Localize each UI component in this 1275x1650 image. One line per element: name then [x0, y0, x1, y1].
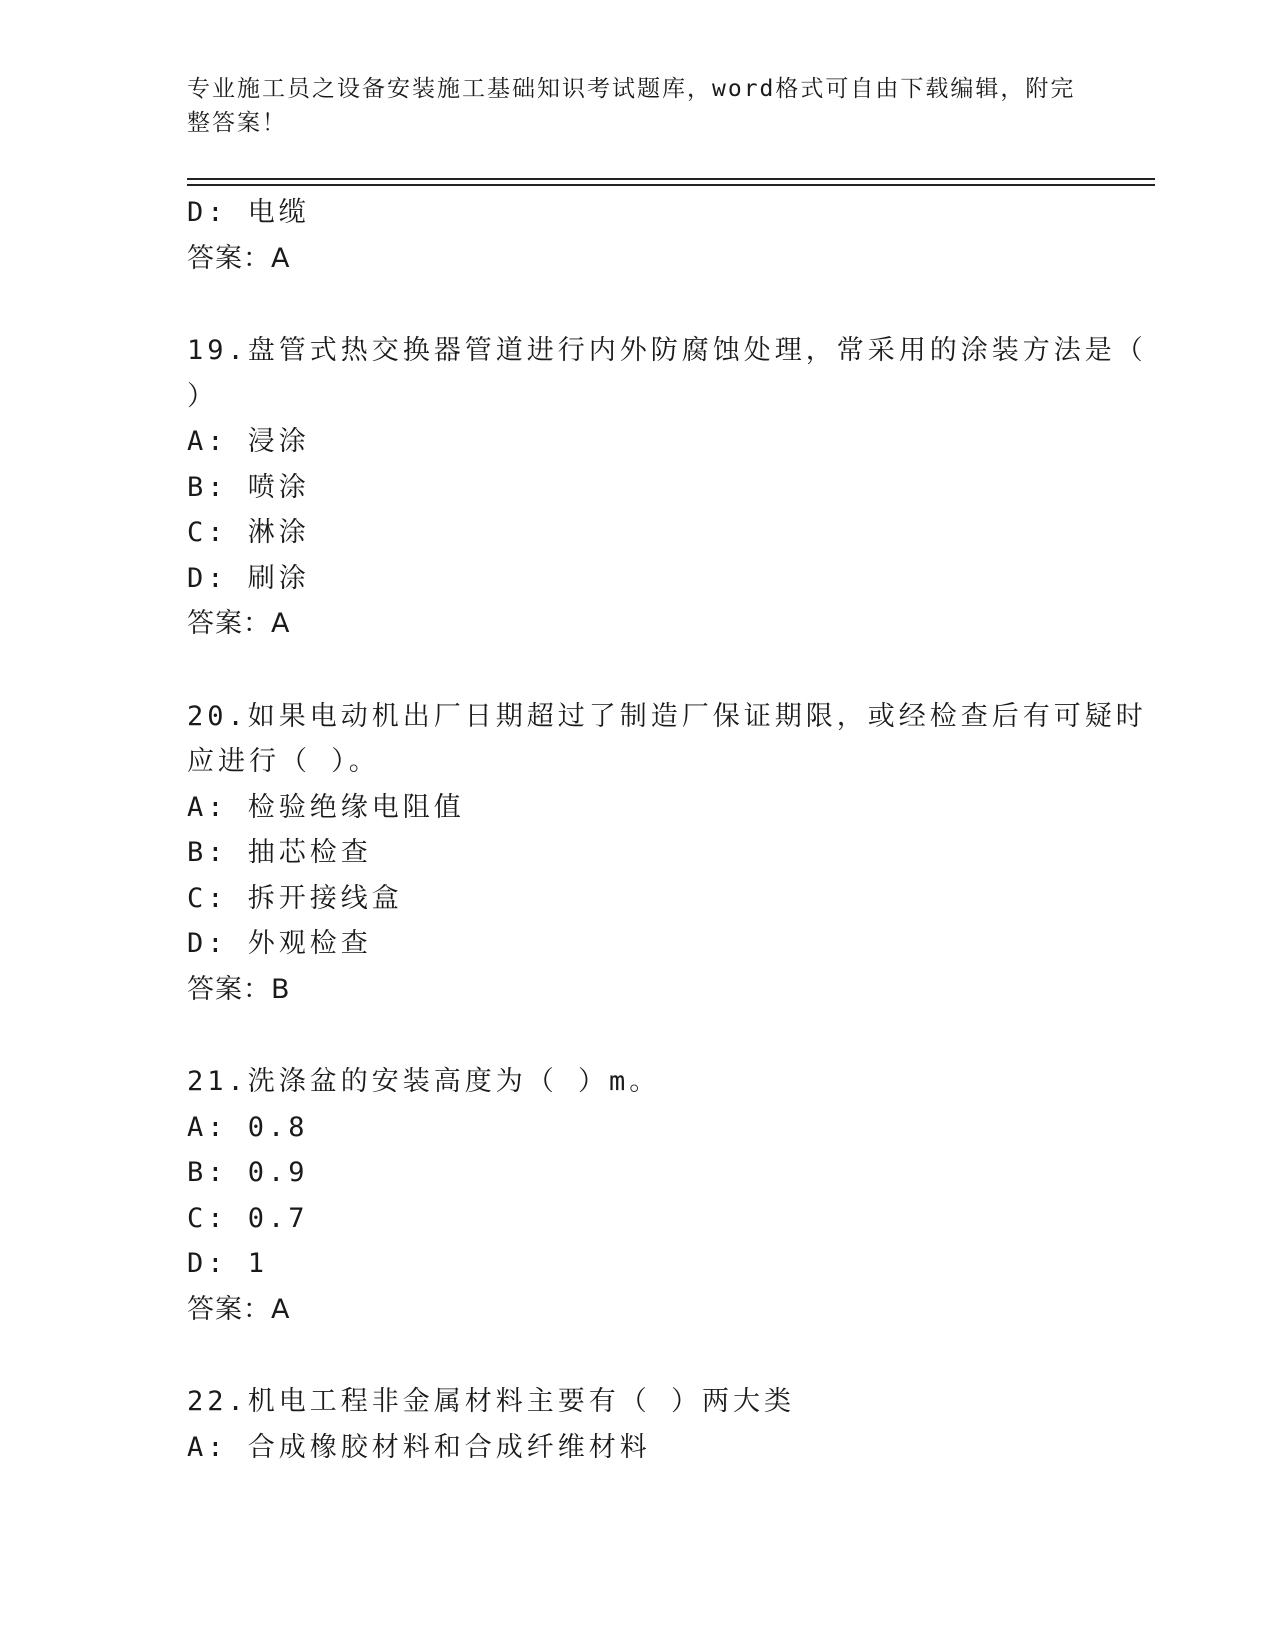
spacer — [187, 647, 1087, 694]
prev-option-d: D: 电缆 — [187, 197, 310, 228]
answer: 答案：B — [187, 973, 291, 1005]
option-a: A: 合成橡胶材料和合成纤维材料 — [187, 1431, 651, 1463]
page-header — [187, 72, 1087, 140]
header-divider-bottom — [187, 184, 1155, 186]
spacer — [187, 281, 1087, 328]
option-d: D: 外观检查 — [187, 928, 372, 959]
option-d: D: 刷涂 — [187, 562, 310, 594]
option-d: D: 1 — [187, 1248, 269, 1279]
question-list — [187, 190, 1147, 1470]
answer: 答案：A — [187, 608, 291, 639]
question-text: ） — [187, 380, 218, 412]
option-b: B: 抽芯检查 — [187, 837, 372, 868]
answer: 答案：A — [187, 1293, 291, 1325]
option-a: A: 浸涂 — [187, 426, 310, 457]
option-b: B: 0.9 — [187, 1157, 309, 1188]
header-line-1: 专业施工员之设备安装施工基础知识考试题库，word格式可自由下载编辑，附完 — [187, 76, 1076, 102]
question-19 — [187, 328, 1147, 647]
header-line-2: 整答案！ — [187, 110, 287, 136]
option-c: C: 拆开接线盒 — [187, 882, 403, 914]
question-text: 20.如果电动机出厂日期超过了制造厂保证期限，或经检查后有可疑时 — [187, 700, 1147, 732]
header-divider-top — [187, 178, 1155, 180]
question-22 — [187, 1379, 1087, 1470]
prev-answer: 答案：A — [187, 242, 291, 274]
question-text: 21.洗涤盆的安装高度为（ ）m。 — [187, 1066, 661, 1097]
spacer — [187, 1332, 1087, 1379]
question-text: 22.机电工程非金属材料主要有（ ）两大类 — [187, 1386, 796, 1417]
option-a: A: 检验绝缘电阻值 — [187, 791, 465, 823]
question-20 — [187, 694, 1147, 1013]
spacer — [187, 1012, 1087, 1059]
option-c: C: 淋涂 — [187, 517, 310, 548]
question-text: 19.盘管式热交换器管道进行内外防腐蚀处理，常采用的涂装方法是（ — [187, 335, 1147, 366]
option-c: C: 0.7 — [187, 1202, 309, 1234]
option-b: B: 喷涂 — [187, 471, 310, 503]
question-21 — [187, 1059, 1087, 1332]
question-text: 应进行（ ）。 — [187, 746, 380, 777]
option-a: A: 0.8 — [187, 1111, 309, 1143]
